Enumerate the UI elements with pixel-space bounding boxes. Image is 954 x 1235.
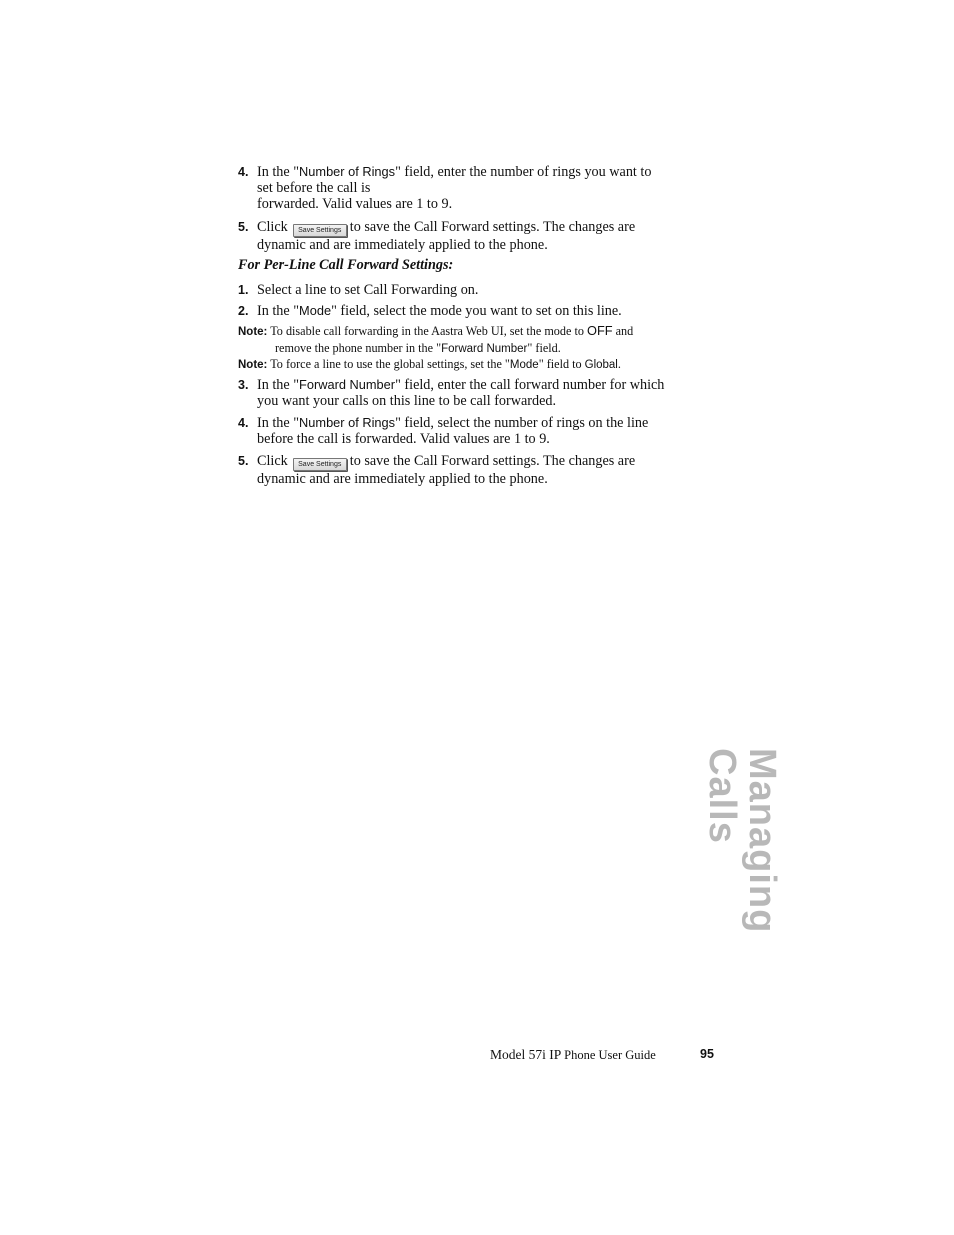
step-text: dynamic and are immediately applied to the phone. xyxy=(257,471,548,487)
step-text: to save the Call Forward settings. The changes are xyxy=(349,453,636,469)
step-text: In the " xyxy=(257,164,300,180)
note-text: To disable call forwarding in the Aastra Web UI, set the mode to xyxy=(270,324,584,338)
field-name: Number of Rings xyxy=(299,164,396,179)
ip-label: IP xyxy=(549,1047,561,1062)
note-global-settings xyxy=(238,356,718,373)
note-text: " field to xyxy=(538,357,582,371)
save-settings-button[interactable]: Save Settings xyxy=(293,224,347,237)
model-name: Model 57i xyxy=(490,1047,546,1062)
step-number: 4. xyxy=(238,416,249,430)
step-text: In the " xyxy=(257,377,300,393)
step-text: " field, select the number of rings on the line xyxy=(395,415,649,431)
step-2-mode xyxy=(238,303,718,319)
step-3-forward-number xyxy=(238,377,718,409)
guide-title xyxy=(490,1047,656,1063)
step-text: you want your calls on this line to be call forwarded. xyxy=(257,393,557,409)
step-number: 2. xyxy=(238,304,249,318)
step-4-number-of-rings xyxy=(238,164,718,212)
step-text: " field, enter the number of rings you want to xyxy=(395,164,652,180)
save-settings-button[interactable]: Save Settings xyxy=(293,458,347,471)
step-number: 5. xyxy=(238,220,249,234)
note-label: Note: xyxy=(238,359,268,371)
step-text: " field, select the mode you want to set on this line. xyxy=(331,303,622,319)
field-name: Mode xyxy=(299,303,332,318)
step-text: before the call is forwarded. Valid values are 1 to 9. xyxy=(257,431,550,447)
note-disable-forwarding xyxy=(238,323,718,357)
step-number: 1. xyxy=(238,283,249,297)
step-5-save-line xyxy=(238,453,718,487)
step-text: set before the call is xyxy=(257,180,371,196)
field-name: Forward Number xyxy=(441,343,528,355)
step-4-number-of-rings-line xyxy=(238,415,718,447)
note-text: " field. xyxy=(527,341,561,355)
step-text: Select a line to set Call Forwarding on. xyxy=(257,282,479,298)
step-number: 4. xyxy=(238,165,249,179)
step-number: 3. xyxy=(238,378,249,392)
section-heading: For Per-Line Call Forward Settings: xyxy=(238,257,454,273)
step-text: In the " xyxy=(257,415,300,431)
step-text: forwarded. Valid values are 1 to 9. xyxy=(257,196,453,212)
step-number: 5. xyxy=(238,454,249,468)
note-text: To force a line to use the global settings, set the " xyxy=(270,357,510,371)
step-1-select-line xyxy=(238,282,718,298)
step-text: Click xyxy=(257,453,288,469)
step-5-save xyxy=(238,219,718,253)
note-text: and xyxy=(615,324,634,338)
page-number: 95 xyxy=(700,1047,714,1061)
step-text: to save the Call Forward settings. The changes are xyxy=(349,219,636,235)
field-name: Forward Number xyxy=(299,377,396,392)
value-name: Global xyxy=(584,359,618,371)
value-name: OFF xyxy=(586,323,613,338)
note-text: . xyxy=(617,357,621,371)
step-text: dynamic and are immediately applied to the phone. xyxy=(257,237,548,253)
field-name: Mode xyxy=(509,359,539,371)
note-label: Note: xyxy=(238,326,268,338)
field-name: Number of Rings xyxy=(299,415,396,430)
step-text: In the " xyxy=(257,303,300,319)
guide-name: Phone User Guide xyxy=(564,1048,656,1062)
step-text: " field, enter the call forward number for which xyxy=(395,377,665,393)
note-text: remove the phone number in the " xyxy=(275,341,442,355)
chapter-side-title: Managing Calls xyxy=(701,748,783,934)
step-text: Click xyxy=(257,219,288,235)
